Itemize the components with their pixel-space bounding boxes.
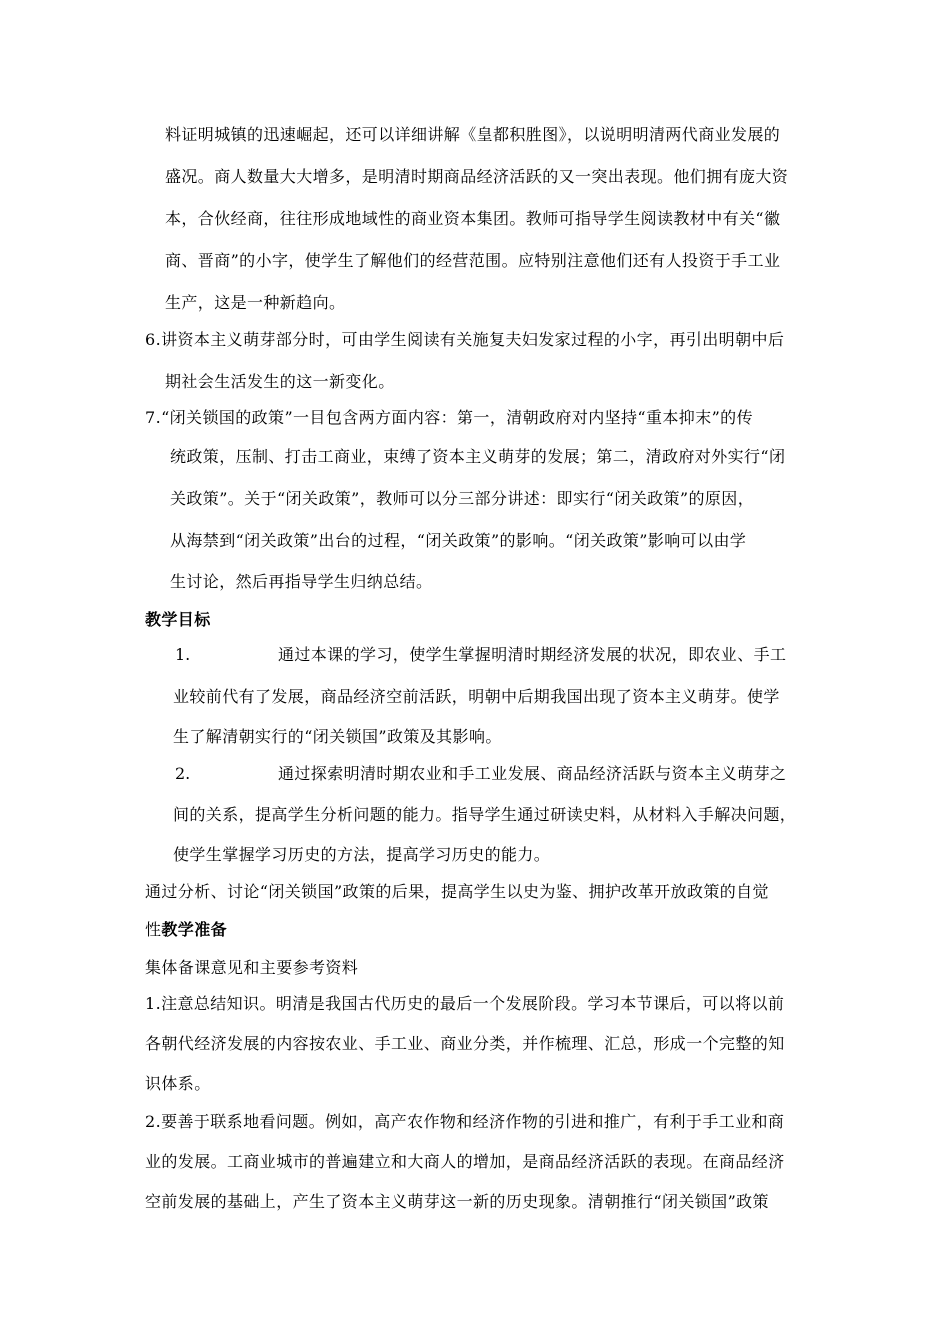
objective-2-line-1: 通过探索明清时期农业和手工业发展、商品经济活跃与资本主义萌芽之 <box>278 764 787 783</box>
objective-3-line-2 <box>145 920 227 940</box>
intro-line-5: 生产，这是一种新趋向。 <box>165 293 346 312</box>
objective-1-line-2: 业较前代有了发展，商品经济空前活跃，明朝中后期我国出现了资本主义萌芽。使学 <box>173 687 780 706</box>
intro-line-2: 盛况。商人数量大大增多，是明清时期商品经济活跃的又一突出表现。他们拥有庞大资 <box>165 167 789 186</box>
prep-item2-line-3: 空前发展的基础上，产生了资本主义萌芽这一新的历史现象。清朝推行“闭关锁国”政策 <box>145 1192 769 1211</box>
preparation-subheading: 集体备课意见和主要参考资料 <box>145 958 359 977</box>
objective-3-tail: 性 <box>145 920 162 939</box>
objective-3-line-1: 通过分析、讨论“闭关锁国”政策的后果，提高学生以史为鉴、拥护改革开放政策的自觉 <box>145 882 769 901</box>
prep-item2-line-1: 2.要善于联系地看问题。例如，高产农作物和经济作物的引进和推广，有利于手工业和商 <box>145 1112 785 1131</box>
intro-line-1: 料证明城镇的迅速崛起，还可以详细讲解《皇都积胜图》，以说明明清两代商业发展的 <box>165 125 781 144</box>
objective-1-number: 1. <box>175 645 191 664</box>
objective-1-line-3: 生了解清朝实行的“闭关锁国”政策及其影响。 <box>173 727 502 746</box>
preparation-heading: 教学准备 <box>161 920 228 939</box>
objective-1-line-1: 通过本课的学习，使学生掌握明清时期经济发展的状况，即农业、手工 <box>278 645 787 664</box>
item6-line-1: 6.讲资本主义萌芽部分时，可由学生阅读有关施复夫妇发家过程的小字，再引出明朝中后 <box>145 330 785 349</box>
objectives-heading: 教学目标 <box>145 610 211 629</box>
objective-2-line-2: 间的关系，提高学生分析问题的能力。指导学生通过研读史料，从材料入手解决问题， <box>173 805 797 824</box>
item6-line-2: 期社会生活发生的这一新变化。 <box>165 372 395 391</box>
intro-line-3: 本，合伙经商，往往形成地域性的商业资本集团。教师可指导学生阅读教材中有关“徽 <box>165 209 781 228</box>
prep-item1-line-2: 各朝代经济发展的内容按农业、手工业、商业分类，并作梳理、汇总，形成一个完整的知 <box>145 1034 785 1053</box>
intro-line-4: 商、晋商”的小字，使学生了解他们的经营范围。应特别注意他们还有人投资于手工业 <box>165 251 781 270</box>
objective-2-line-3: 使学生掌握学习历史的方法，提高学习历史的能力。 <box>173 845 551 864</box>
item7-line-1: 7.“闭关锁国的政策”一目包含两方面内容：第一，清朝政府对内坚持“重本抑末”的传 <box>145 408 753 427</box>
prep-item2-line-2: 业的发展。工商业城市的普遍建立和大商人的增加，是商品经济活跃的表现。在商品经济 <box>145 1152 785 1171</box>
objective-2-number: 2. <box>175 764 191 783</box>
item7-line-2: 统政策，压制、打击工商业，束缚了资本主义萌芽的发展；第二，清政府对外实行“闭 <box>170 447 786 466</box>
item7-line-5: 生讨论，然后再指导学生归纳总结。 <box>170 572 433 591</box>
prep-item1-line-1: 1.注意总结知识。明清是我国古代历史的最后一个发展阶段。学习本节课后，可以将以前 <box>145 994 785 1013</box>
item7-line-4: 从海禁到“闭关政策”出台的过程，“闭关政策”的影响。“闭关政策”影响可以由学 <box>170 531 747 550</box>
prep-item1-line-3: 识体系。 <box>145 1074 211 1093</box>
item7-line-3: 关政策”。关于“闭关政策”，教师可以分三部分讲述：即实行“闭关政策”的原因， <box>170 489 755 508</box>
